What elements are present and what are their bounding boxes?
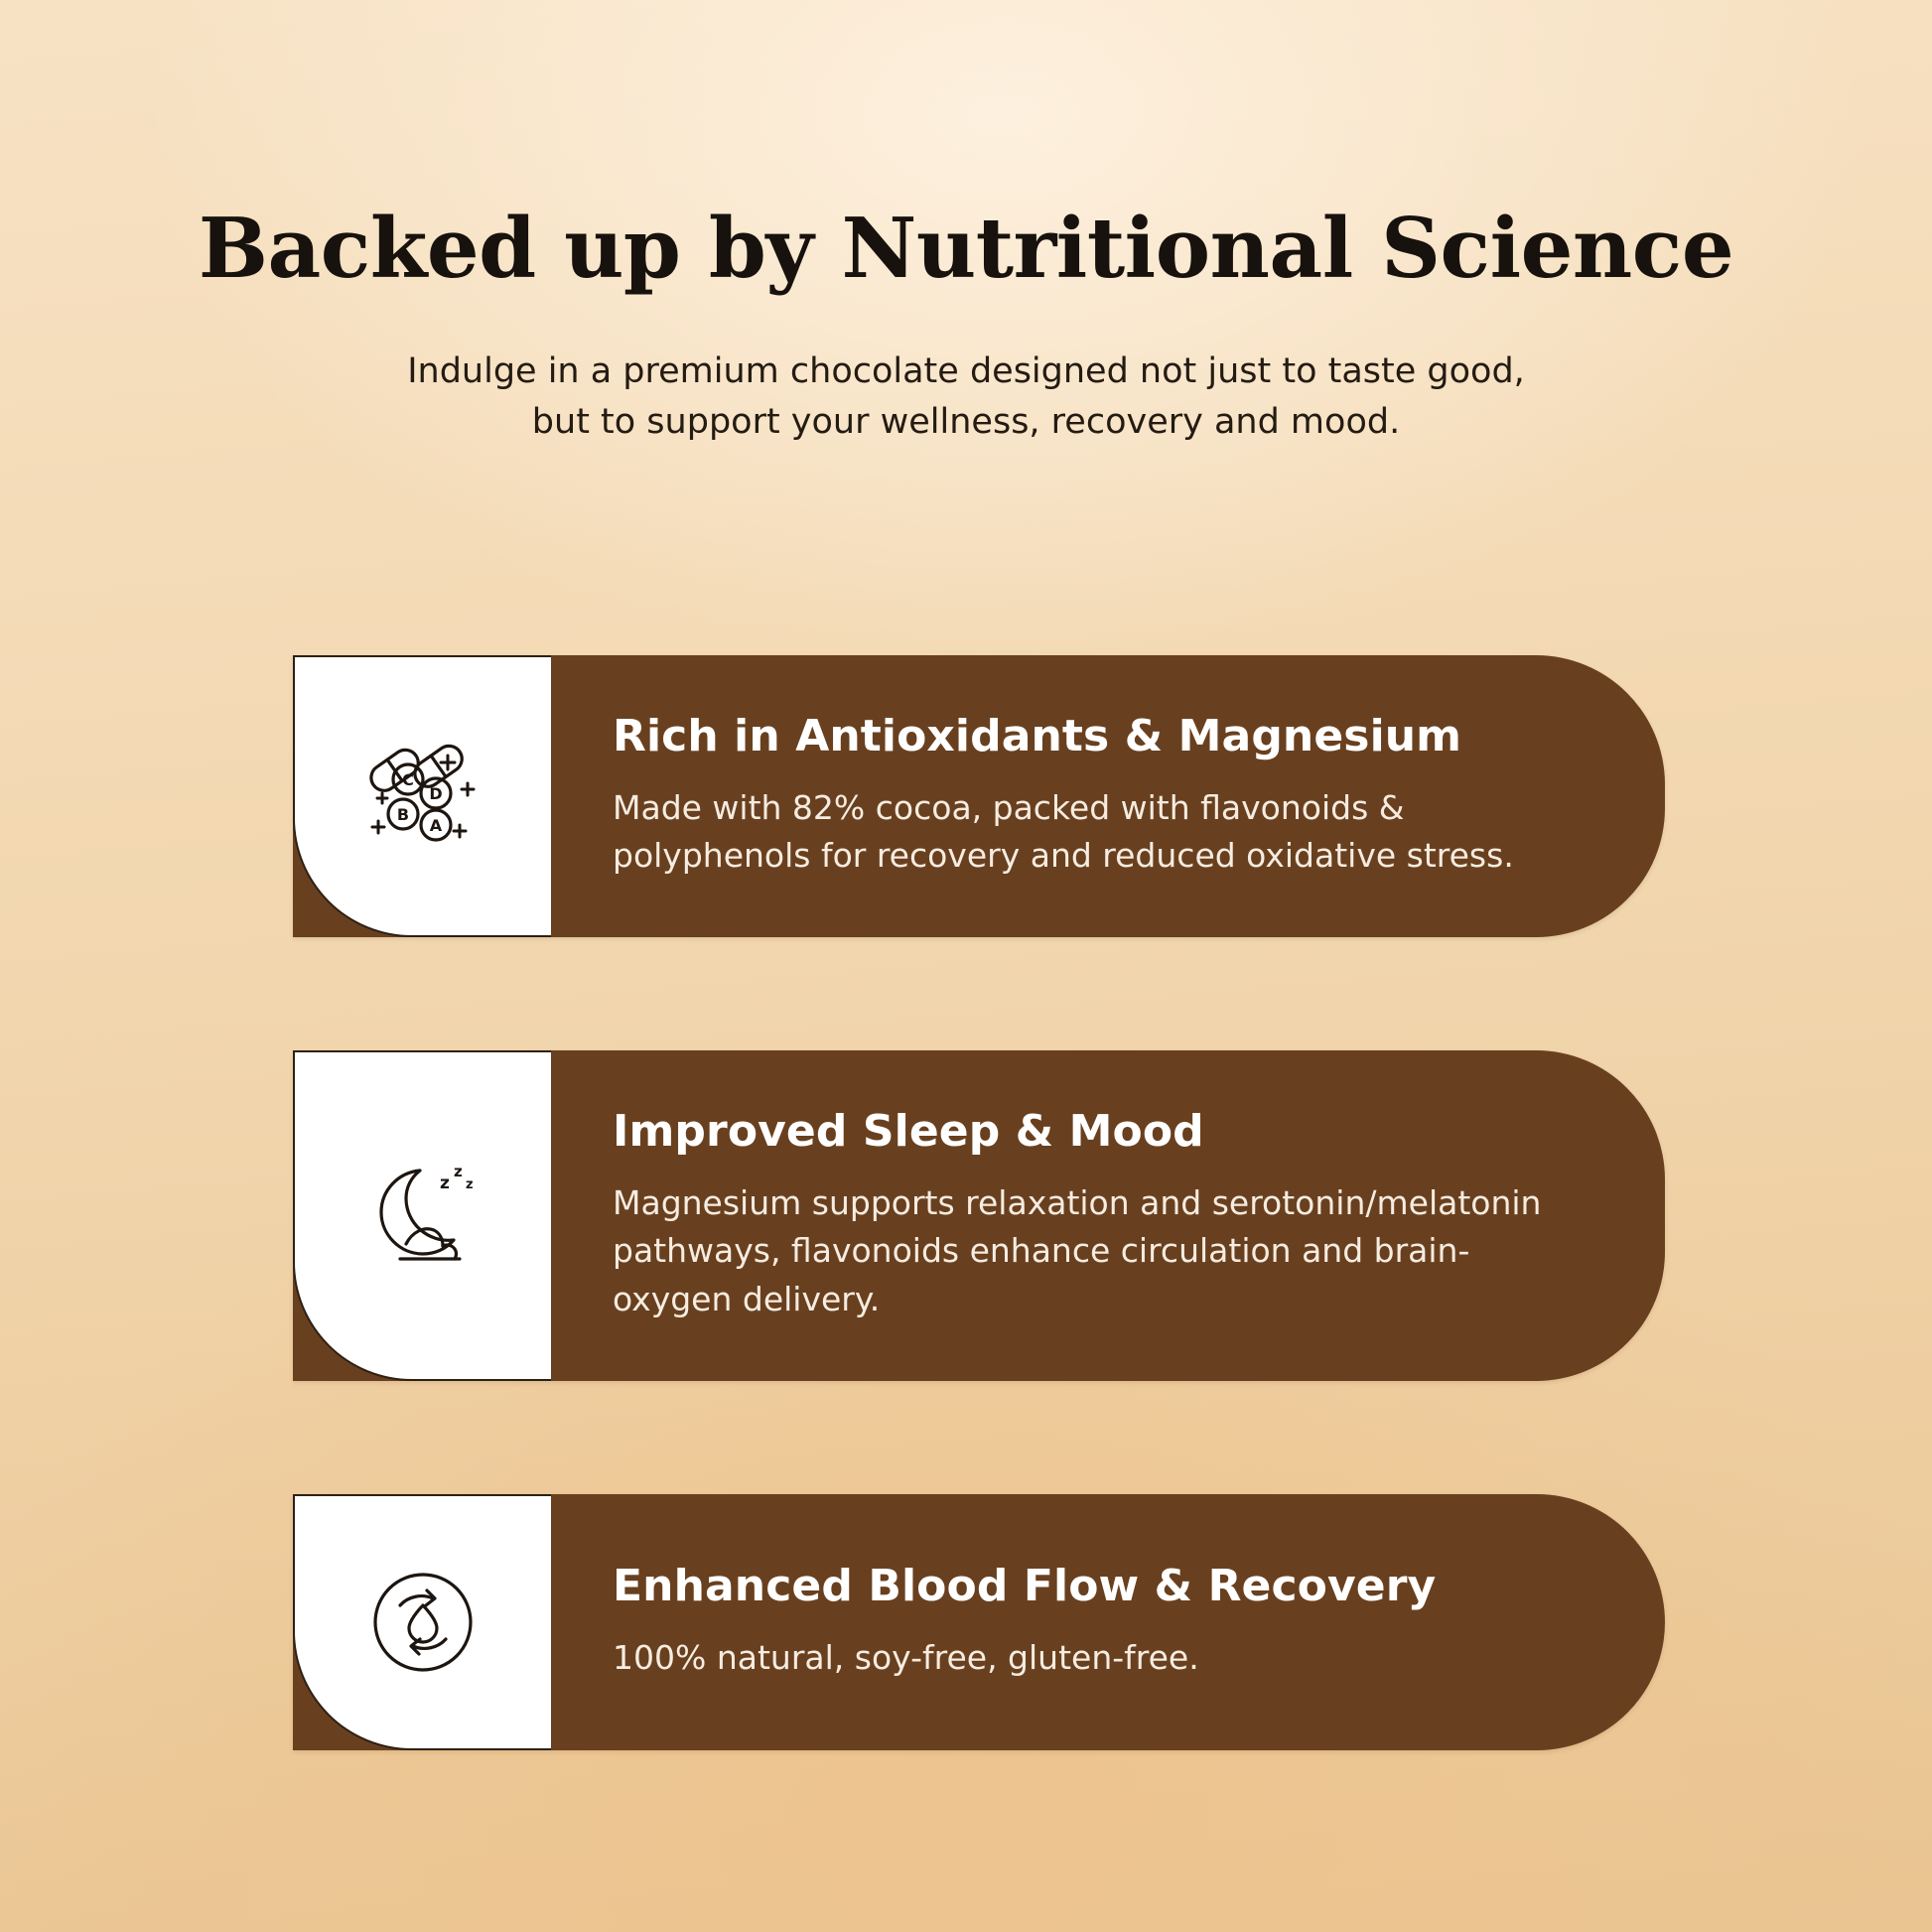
page-subtitle [291, 346, 1641, 450]
card-title: Enhanced Blood Flow & Recovery [613, 1560, 1437, 1611]
benefit-card [293, 1494, 1665, 1750]
card-description: Made with 82% cocoa, packed with flavonoids & polyphenols for recovery and reduced oxidative stress. [613, 787, 1514, 876]
blood-flow-recycle-drop-icon [348, 1548, 497, 1697]
benefit-card [293, 1050, 1665, 1380]
svg-text:z: z [440, 1173, 450, 1194]
svg-text:D: D [429, 784, 443, 804]
header [0, 0, 1932, 449]
moon-sleep-zzz-icon [348, 1141, 497, 1290]
card-description: 100% natural, soy-free, gluten-free. [613, 1637, 1199, 1677]
vitamins-pills-icon [348, 722, 497, 871]
card-icon-panel [293, 1494, 551, 1750]
svg-text:A: A [429, 816, 443, 836]
card-body [551, 1050, 1665, 1380]
svg-text:z: z [454, 1163, 463, 1181]
card-description: Magnesium supports relaxation and serotonin/melatonin pathways, flavonoids enhance circulation and brain-oxygen delivery. [613, 1183, 1542, 1318]
card-icon-panel [293, 1050, 551, 1380]
subtitle-line-1: Indulge in a premium chocolate designed not just to taste good, [407, 350, 1525, 391]
svg-text:C: C [402, 770, 414, 790]
benefit-card [293, 655, 1665, 937]
svg-text:B: B [396, 805, 410, 825]
card-icon-panel [293, 655, 551, 937]
page-title: Backed up by Nutritional Science [198, 200, 1734, 297]
card-title: Rich in Antioxidants & Magnesium [613, 711, 1462, 761]
card-title: Improved Sleep & Mood [613, 1106, 1204, 1158]
card-body [551, 1494, 1665, 1750]
card-body [551, 655, 1665, 937]
subtitle-line-2: but to support your wellness, recovery and mood. [531, 402, 1401, 443]
svg-text:z: z [466, 1177, 474, 1193]
benefit-card-list [293, 655, 1665, 1750]
